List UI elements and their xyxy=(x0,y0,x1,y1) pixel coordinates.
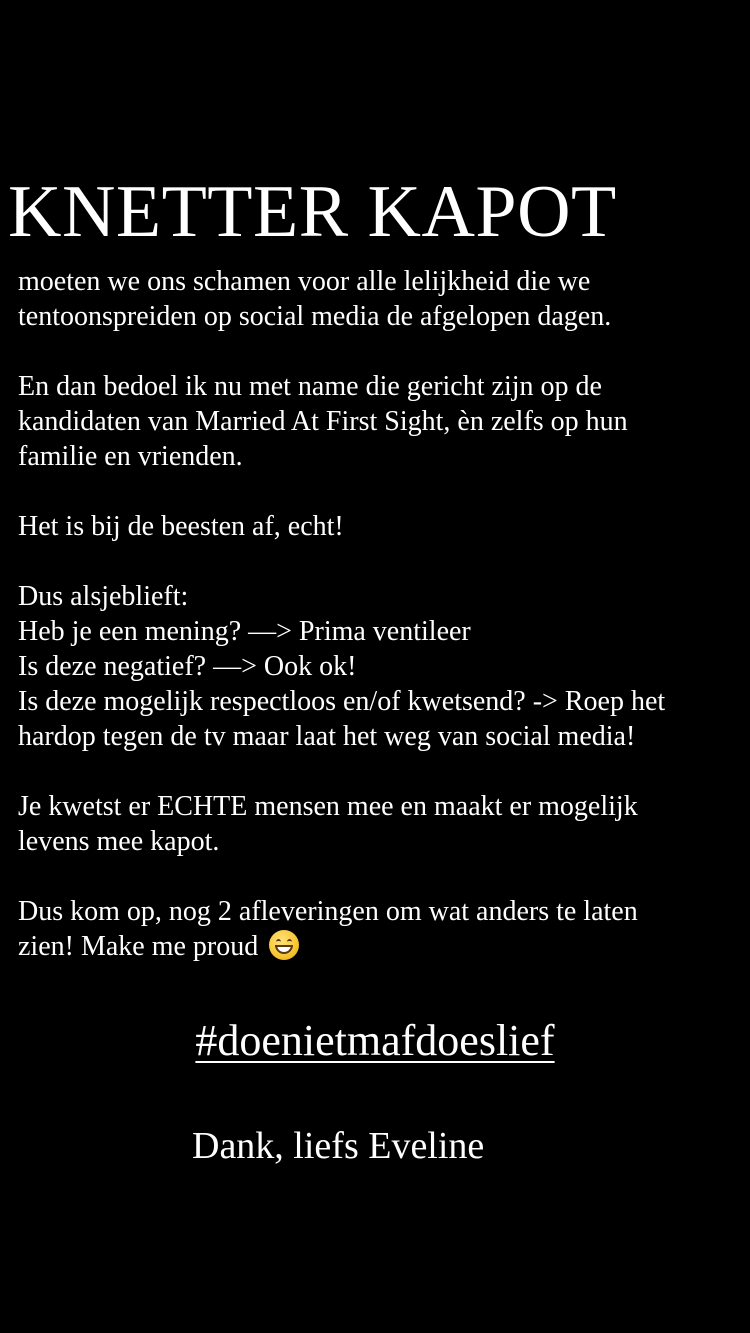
body-line: moeten we ons schamen voor alle lelijkheid die we xyxy=(18,266,591,297)
story-body-text xyxy=(18,264,748,964)
body-line: levens mee kapot. xyxy=(18,826,220,857)
grinning-face-icon xyxy=(269,930,299,960)
body-line: hardop tegen de tv maar laat het weg van social media! xyxy=(18,721,636,752)
body-line: En dan bedoel ik nu met name die gericht zijn op de xyxy=(18,371,602,402)
last-line-text: zien! Make me proud xyxy=(18,931,259,962)
body-line: Dus kom op, nog 2 afleveringen om wat anders te laten xyxy=(18,896,638,927)
body-line: Je kwetst er ECHTE mensen mee en maakt er mogelijk xyxy=(18,791,638,822)
paragraph-gap xyxy=(18,859,748,894)
body-line: kandidaten van Married At First Sight, èn zelfs op hun xyxy=(18,406,628,437)
body-line: Dus alsjeblieft: xyxy=(18,581,189,612)
hashtag-text[interactable]: #doenietmafdoeslief xyxy=(195,1016,555,1065)
body-line: Heb je een mening? —> Prima ventileer xyxy=(18,616,471,647)
paragraph-gap xyxy=(18,754,748,789)
hashtag-link[interactable] xyxy=(0,1012,750,1070)
body-line: Het is bij de beesten af, echt! xyxy=(18,511,344,542)
body-line: Is deze negatief? —> Ook ok! xyxy=(18,651,357,682)
signoff: Dank, liefs Eveline xyxy=(192,1125,485,1167)
headline: KNETTER KAPOT xyxy=(8,171,617,253)
body-line-last xyxy=(18,929,748,964)
body-line: tentoonspreiden op social media de afgelopen dagen. xyxy=(18,301,612,332)
paragraph-gap xyxy=(18,474,748,509)
paragraph-gap xyxy=(18,544,748,579)
body-line: familie en vrienden. xyxy=(18,441,243,472)
paragraph-gap xyxy=(18,334,748,369)
body-line: Is deze mogelijk respectloos en/of kwetsend? -> Roep het xyxy=(18,686,666,717)
